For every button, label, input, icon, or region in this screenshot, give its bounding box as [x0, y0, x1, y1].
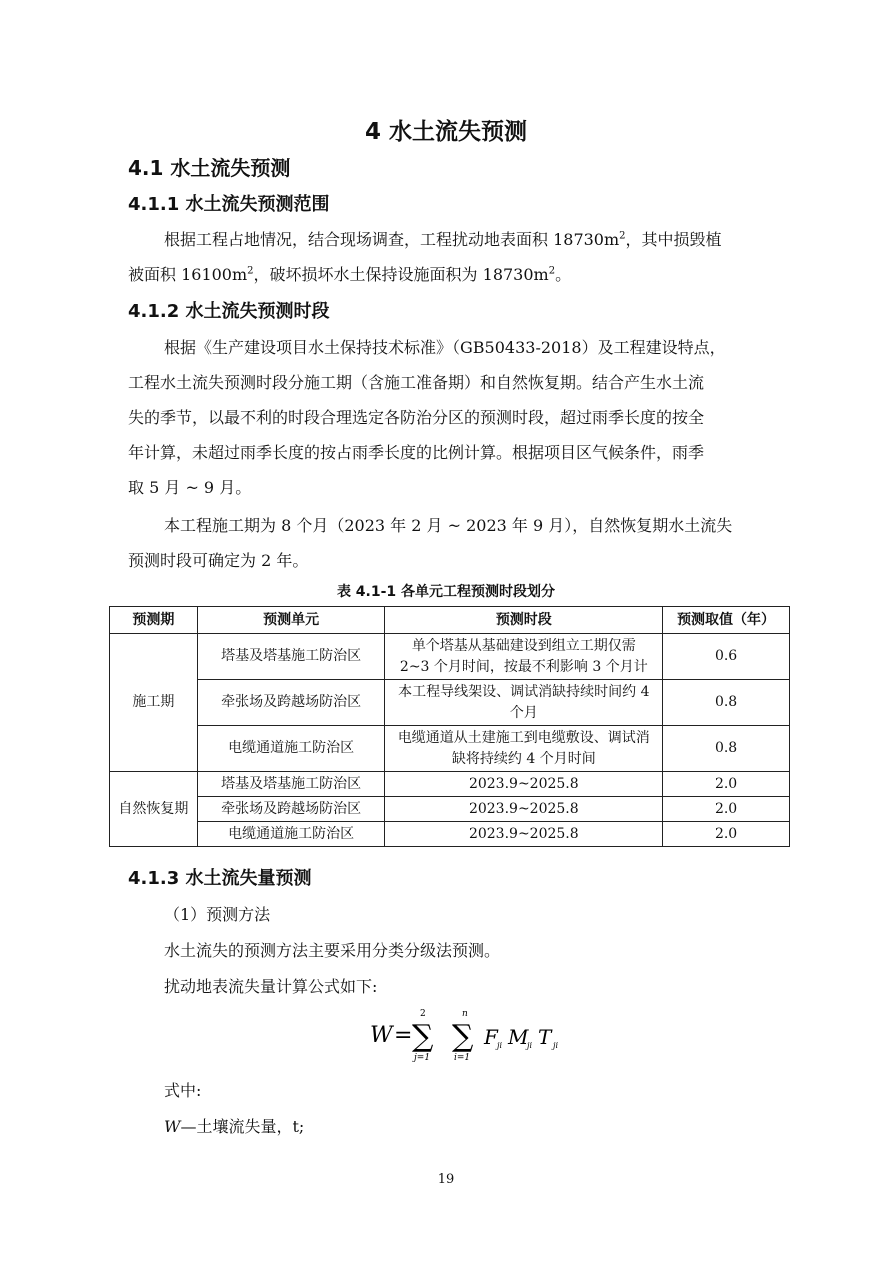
period-cell: 2023.9~2025.8: [385, 797, 663, 822]
table-row: [110, 822, 790, 847]
w-definition-text: —土壤流失量，t;: [180, 1117, 305, 1136]
method-label: （1）预测方法: [164, 905, 271, 924]
sum2-upper: n: [462, 1009, 468, 1019]
formula-equals: =: [394, 1023, 413, 1048]
construction-line-2: 预测时段可确定为 2 年。: [128, 551, 309, 570]
unit-cell: 牵张场及跨越场防治区: [197, 797, 385, 822]
prediction-scope-paragraph: [128, 222, 773, 292]
w-definition: [164, 1114, 304, 1137]
section-4-1-1-heading: 4.1.1 水土流失预测范围: [128, 194, 330, 215]
period-cell: 单个塔基从基础建设到组立工期仅需 2~3 个月时间，按最不利影响 3 个月计: [385, 634, 663, 680]
formula-lhs: W: [370, 1023, 393, 1048]
page-number: 19: [437, 1172, 455, 1187]
table-header-cell: 预测期: [110, 607, 198, 634]
table-caption: 表 4.1-1 各单元工程预测时段划分: [336, 584, 556, 600]
table-header-row: [110, 607, 790, 634]
prediction-period-paragraph: [128, 330, 773, 505]
period-group-cell: 施工期: [110, 634, 198, 772]
period-cell: 电缆通道从土建施工到电缆敷设、调试消 缺将持续约 4 个月时间: [385, 726, 663, 772]
method-sentence: 水土流失的预测方法主要采用分类分级法预测。: [164, 941, 501, 960]
period-line-1: 根据《生产建设项目水土保持技术标准》（GB50433-2018）及工程建设特点，: [164, 338, 726, 357]
unit-cell: 电缆通道施工防治区: [197, 822, 385, 847]
section-4-1-heading: 4.1 水土流失预测: [128, 156, 291, 180]
unit-cell: 塔基及塔基施工防治区: [197, 772, 385, 797]
value-cell: 0.8: [663, 680, 790, 726]
chapter-title: 4 水土流失预测: [364, 119, 527, 145]
table-header-cell: 预测单元: [197, 607, 385, 634]
section-4-1-2-heading: 4.1.2 水土流失预测时段: [128, 301, 330, 322]
where-label: 式中:: [164, 1081, 202, 1100]
sum2-sigma-icon: ∑: [452, 1019, 474, 1054]
period-line-4: 年计算，未超过雨季长度的按占雨季长度的比例计算。根据项目区气候条件，雨季: [128, 443, 705, 462]
period-line-2: 工程水土流失预测时段分施工期（含施工准备期）和自然恢复期。结合产生水土流: [128, 373, 705, 392]
sum2-lower: i=1: [454, 1053, 471, 1063]
table-header-cell: 预测取值（年）: [663, 607, 790, 634]
formula-t-sub: ji: [553, 1041, 559, 1050]
period-cell: 本工程导线架设、调试消缺持续时间约 4 个月: [385, 680, 663, 726]
formula-f: F: [484, 1025, 498, 1049]
formula-m-sub: ji: [527, 1041, 533, 1050]
table-row: [110, 772, 790, 797]
table-row: [110, 797, 790, 822]
construction-line-1: 本工程施工期为 8 个月（2023 年 2 月 ~ 2023 年 9 月），自然恢复期水土流失: [164, 516, 733, 535]
formula-m: M: [508, 1025, 529, 1049]
construction-period-paragraph: [128, 508, 773, 578]
soil-loss-formula: [370, 1004, 590, 1064]
table-row: [110, 726, 790, 772]
scope-line-1: 根据工程占地情况，结合现场调查，工程扰动地表面积 $18730m^2$，其中损毁植: [164, 230, 722, 249]
period-cell: 2023.9~2025.8: [385, 772, 663, 797]
unit-cell: 牵张场及跨越场防治区: [197, 680, 385, 726]
formula-f-sub: ji: [497, 1041, 503, 1050]
value-cell: 2.0: [663, 772, 790, 797]
sum1-upper: 2: [420, 1009, 426, 1019]
scope-line-2: 被面积 $16100m^2$，破坏损坏水土保持设施面积为 $18730m^2$。: [128, 265, 572, 284]
period-cell: 2023.9~2025.8: [385, 822, 663, 847]
unit-cell: 电缆通道施工防治区: [197, 726, 385, 772]
w-symbol: W: [164, 1117, 181, 1136]
value-cell: 0.6: [663, 634, 790, 680]
sum1-sigma-icon: ∑: [412, 1019, 434, 1054]
table-row: [110, 634, 790, 680]
period-group-cell: 自然恢复期: [110, 772, 198, 847]
value-cell: 2.0: [663, 822, 790, 847]
period-line-5: 取 5 月 ~ 9 月。: [128, 478, 252, 497]
value-cell: 2.0: [663, 797, 790, 822]
formula-intro: 扰动地表流失量计算公式如下:: [164, 977, 378, 996]
prediction-period-table: [109, 606, 790, 847]
section-4-1-3-heading: 4.1.3 水土流失量预测: [128, 868, 312, 889]
value-cell: 0.8: [663, 726, 790, 772]
table-row: [110, 680, 790, 726]
formula-t: T: [538, 1025, 552, 1049]
unit-cell: 塔基及塔基施工防治区: [197, 634, 385, 680]
table-header-cell: 预测时段: [385, 607, 663, 634]
period-line-3: 失的季节，以最不利的时段合理选定各防治分区的预测时段，超过雨季长度的按全: [128, 408, 705, 427]
sum1-lower: j=1: [414, 1053, 431, 1063]
